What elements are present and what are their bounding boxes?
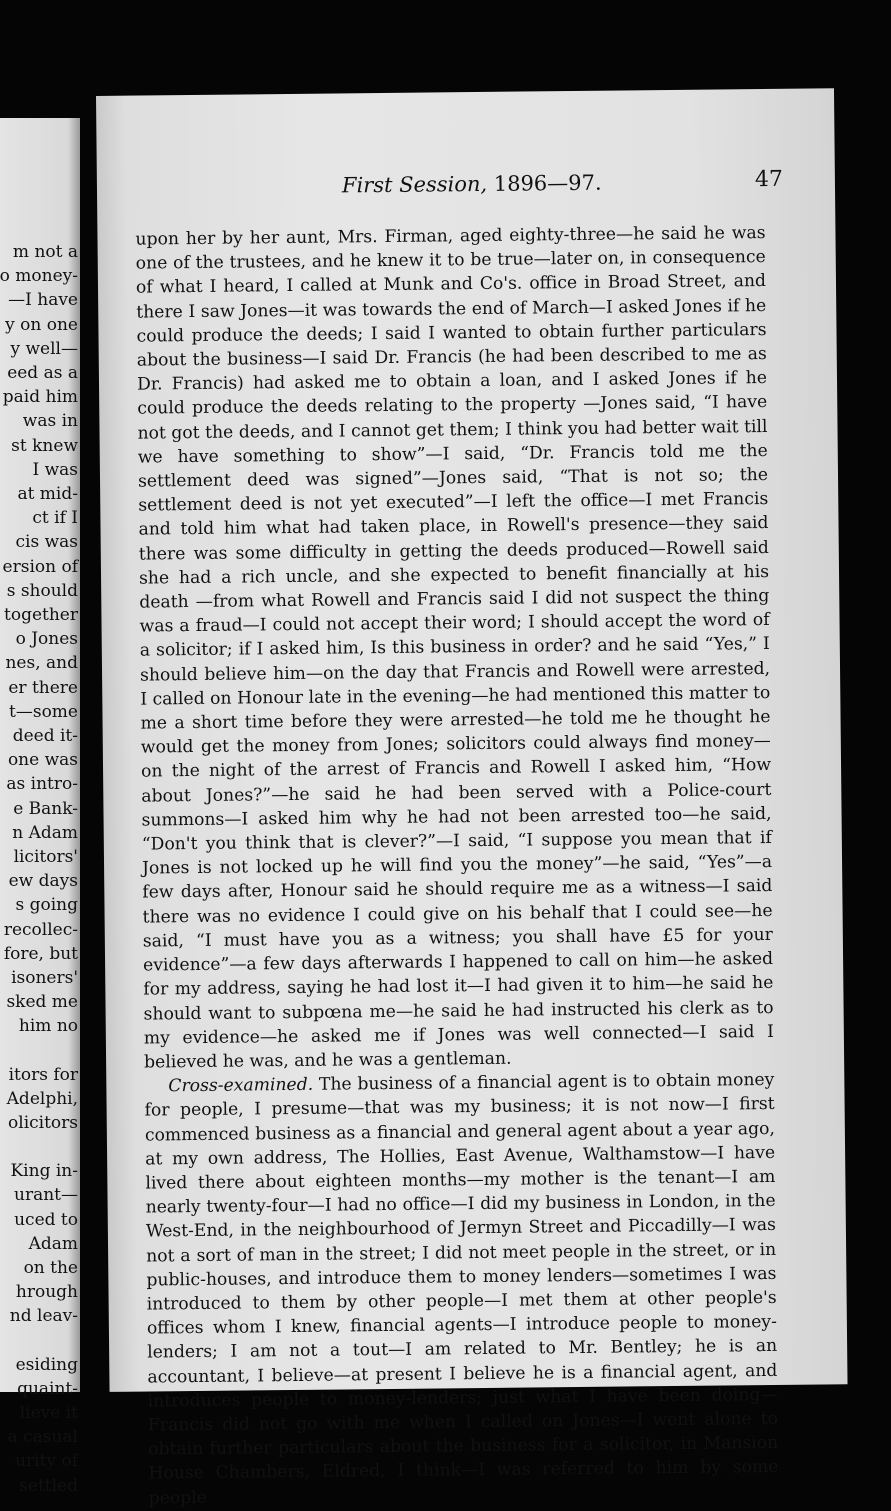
left-page-line: licitors' bbox=[13, 847, 78, 867]
left-page-line: olicitors bbox=[8, 1113, 78, 1133]
session-years: 1896—97. bbox=[486, 170, 602, 196]
left-page-line: Adam bbox=[28, 1233, 78, 1254]
cross-examination-text: The business of a financial agent is to obtain money for people, I presume—that was my business; it is not now—I first commenced business as a financial and general agent about a year ago, at my own address, The Hollies, East Avenue, Walthamstow—I have lived there about eighteen months—my mother is the tenant—I am nearly twenty-four—I had no office—I did my business in London, in the West-End, in the neighbourhood of Jermyn Street and Piccadilly—I was not a sort of man in the street; I did not meet people in the street, or in public-houses, and introduce them to money lenders—sometimes I was introduced to them by other people—I met them at other people's offices whom I knew, financial agents—I introduce people to money-lenders; I am not a tout—I am related to Mr. Bentley; he is an accountant, I believe—at present I believe he is a financial agent, and introduces people to money-lenders; just what I have been doing—Francis did not go with me when I called on Jones—I went alone to obtain further particulars about the business for a solicitor, in Mansion House Chambers, Eldred, I think—I was referred to him by some people bbox=[144, 1070, 779, 1509]
left-page-line: s should bbox=[6, 580, 78, 601]
left-page-line: quaint- bbox=[17, 1378, 78, 1399]
left-page-line: urant— bbox=[14, 1185, 78, 1206]
left-page-line: o money- bbox=[0, 266, 78, 287]
left-page-line: y on one bbox=[5, 314, 78, 335]
left-page-line: nd leav- bbox=[9, 1306, 78, 1327]
left-page-line: a casual bbox=[7, 1427, 78, 1448]
left-page-line: paid him bbox=[2, 387, 78, 408]
left-page-line: hrough bbox=[15, 1282, 78, 1303]
left-page-line: at mid- bbox=[17, 484, 78, 504]
left-page-line: esiding bbox=[15, 1354, 78, 1375]
left-page-line: on the bbox=[23, 1258, 78, 1278]
left-page-line: ew days bbox=[8, 871, 78, 892]
left-page-line: eed as a bbox=[7, 363, 78, 383]
left-page-line: him no bbox=[18, 1016, 78, 1037]
left-page-line: —I have bbox=[8, 290, 78, 311]
left-page-line: lieve it bbox=[19, 1403, 78, 1423]
left-page-line: o Jones bbox=[15, 629, 78, 650]
page-number: 47 bbox=[754, 166, 784, 193]
paragraph-testimony: upon her by her aunt, Mrs. Firman, aged eighty-three—he said he was one of the trustees, and he knew it to be true—later on, in consequence of what I heard, I called at Munk and Co's. office in Broad Street, and there I saw Jones—it was towards the end of March—I asked Jones if he could produce the deeds; I said I wanted to obtain further particulars about the business—I said Dr. Francis (he had been described to me as Dr. Francis) had asked me to obtain a loan, and I asked Jones if he could produce the deeds relating to the property —Jones said, “I have not got the deeds, and I cannot get them; I think you had better wait till we have something to show”—I said, “Dr. Francis told me the settlement deed was signed”—Jones said, “That is not so; the settlement deed is not yet executed”—I left the office—I met Francis and told him what had taken place, in Rowell's presence—they said there was some difficulty in getting the deeds produced—Rowell said she had a rich uncle, and she expected to benefit financially at his death —from what Rowell and Francis said I did not suspect the thing was a fraud—I could not accept their word; I should accept the word of a solicitor; if I asked him, Is this business in order? and he said “Yes,” I should believe him—on the day that Francis and Rowell were arrested, I called on Honour late in the evening—he had mentioned this matter to me a short time before they were arrested—he told me he thought he would get the money from Jones; solicitors could always find money—on the night of the arrest of Francis and Rowell I asked him, “How about Jones?”—he said he had been served with a Police-court summons—I asked him why he had not been arrested too—he said, “Don't you think that is clever?”—I said, “I suppose you mean that if Jones is not locked up he will find you the money”—he said, “Yes”—a few days after, Honour said he should require me as a witness—I said there was no evidence I could give on his behalf that I could see—he said, “I must have you as a witness; you shall have £5 for your evidence”—a few days afterwards I happened to call on him—he asked for my address, saying he had lost it—I had given it to him—he said he should want to subpœna me—he said he had instructed his clerk as to my evidence—he asked me if Jones was well connected—I said I believed he was, and he was a gentleman. bbox=[135, 222, 774, 1073]
left-page-line: fore, but bbox=[3, 943, 78, 964]
left-page-line: isoners' bbox=[11, 968, 78, 988]
left-page-line: recollec- bbox=[3, 919, 78, 940]
right-page bbox=[96, 88, 848, 1509]
paragraph-cross-examination bbox=[144, 1068, 779, 1510]
left-page-line: cis was bbox=[15, 532, 78, 553]
left-page-line: nes, and bbox=[5, 653, 78, 674]
left-page-line: as intro- bbox=[6, 774, 78, 795]
left-page-line: t—some bbox=[9, 701, 78, 722]
left-page-line: uced to bbox=[14, 1209, 78, 1230]
page-header bbox=[97, 166, 797, 206]
left-page-line: deed it- bbox=[12, 726, 78, 746]
left-page-line: I was bbox=[32, 459, 78, 480]
body-text bbox=[135, 221, 778, 1510]
left-page-line: n Adam bbox=[12, 822, 78, 843]
left-page-line: together bbox=[4, 605, 78, 625]
left-page-line: urity of bbox=[15, 1451, 78, 1472]
left-page-line: sked me bbox=[6, 992, 78, 1013]
left-page-line: was in bbox=[22, 411, 78, 432]
running-title bbox=[342, 171, 602, 198]
left-page-line: King in- bbox=[10, 1161, 78, 1182]
left-page-line: one was bbox=[7, 750, 78, 771]
left-page-line: m not a bbox=[12, 242, 78, 262]
left-page-line: itors for bbox=[8, 1064, 78, 1085]
left-page-line: s going bbox=[15, 895, 78, 916]
session-title: First Session, bbox=[341, 171, 488, 198]
left-page-line: y well— bbox=[10, 338, 78, 359]
left-page-line: er there bbox=[8, 677, 78, 698]
left-page-line: st knew bbox=[11, 435, 78, 456]
left-page-line: Adelphi, bbox=[6, 1088, 78, 1109]
left-page-line: ct if I bbox=[32, 508, 78, 529]
left-page-line: e Bank- bbox=[13, 798, 78, 819]
cross-examined-label: Cross-examined. bbox=[168, 1074, 314, 1097]
left-page-line: settled bbox=[19, 1475, 78, 1496]
left-page-line: ersion of bbox=[2, 556, 78, 577]
left-page bbox=[0, 118, 80, 1496]
